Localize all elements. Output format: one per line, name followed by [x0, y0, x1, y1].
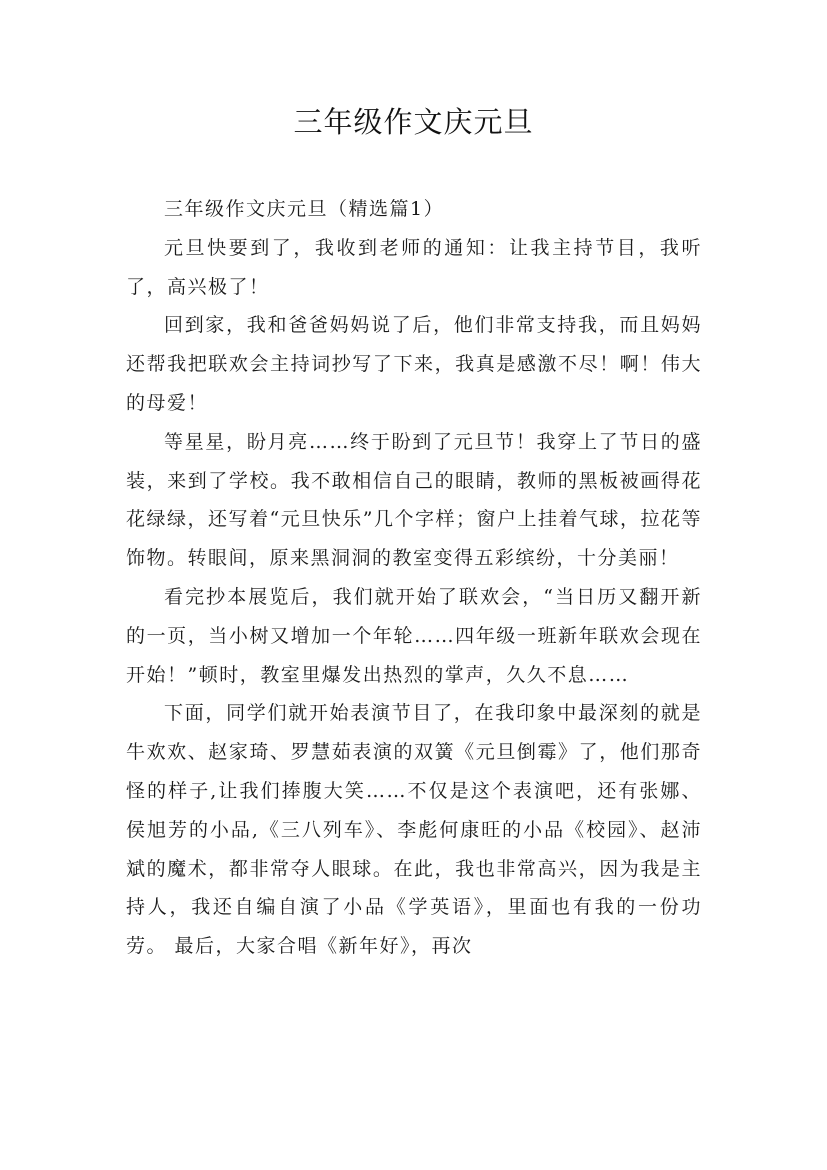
paragraph: 等星星，盼月亮……终于盼到了元旦节！我穿上了节日的盛装，来到了学校。我不敢相信自己的眼睛，教师的黑板被画得花花绿绿，还写着“元旦快乐”几个字样；窗户上挂着气球，拉花等饰物。转眼间，原来黑洞洞的教室变得五彩缤纷，十分美丽！: [126, 430, 702, 570]
paragraph: 元旦快要到了，我收到老师的通知：让我主持节目，我听了，高兴极了！: [126, 236, 702, 298]
document-body: [126, 190, 702, 966]
paragraph: 回到家，我和爸爸妈妈说了后，他们非常支持我，而且妈妈还帮我把联欢会主持词抄写了下来，我真是感激不尽！啊！伟大的母爱！: [126, 314, 702, 414]
paragraph: 看完抄本展览后，我们就开始了联欢会，“当日历又翻开新的一页，当小树又增加一个年轮……四年级一班新年联欢会现在开始！”顿时，教室里爆发出热烈的掌声，久久不息……: [126, 585, 702, 686]
paragraph: 下面，同学们就开始表演节目了，在我印象中最深刻的就是牛欢欢、赵家琦、罗慧茹表演的双簧《元旦倒霉》了，他们那奇怪的样子,让我们捧腹大笑……不仅是这个表演吧，还有张娜、侯旭芳的小品,《三八列车》、李彪何康旺的小品《校园》、赵沛斌的魔术，都非常夺人眼球。在此，我也非常高兴，因为我是主持人，我还自编自演了小品《学英语》，里面也有我的一份功劳。 最后，大家合唱《新年好》，再次: [126, 702, 702, 958]
section-heading: 三年级作文庆元旦（精选篇1）: [164, 198, 445, 220]
document-title: 三年级作文庆元旦: [293, 105, 534, 139]
